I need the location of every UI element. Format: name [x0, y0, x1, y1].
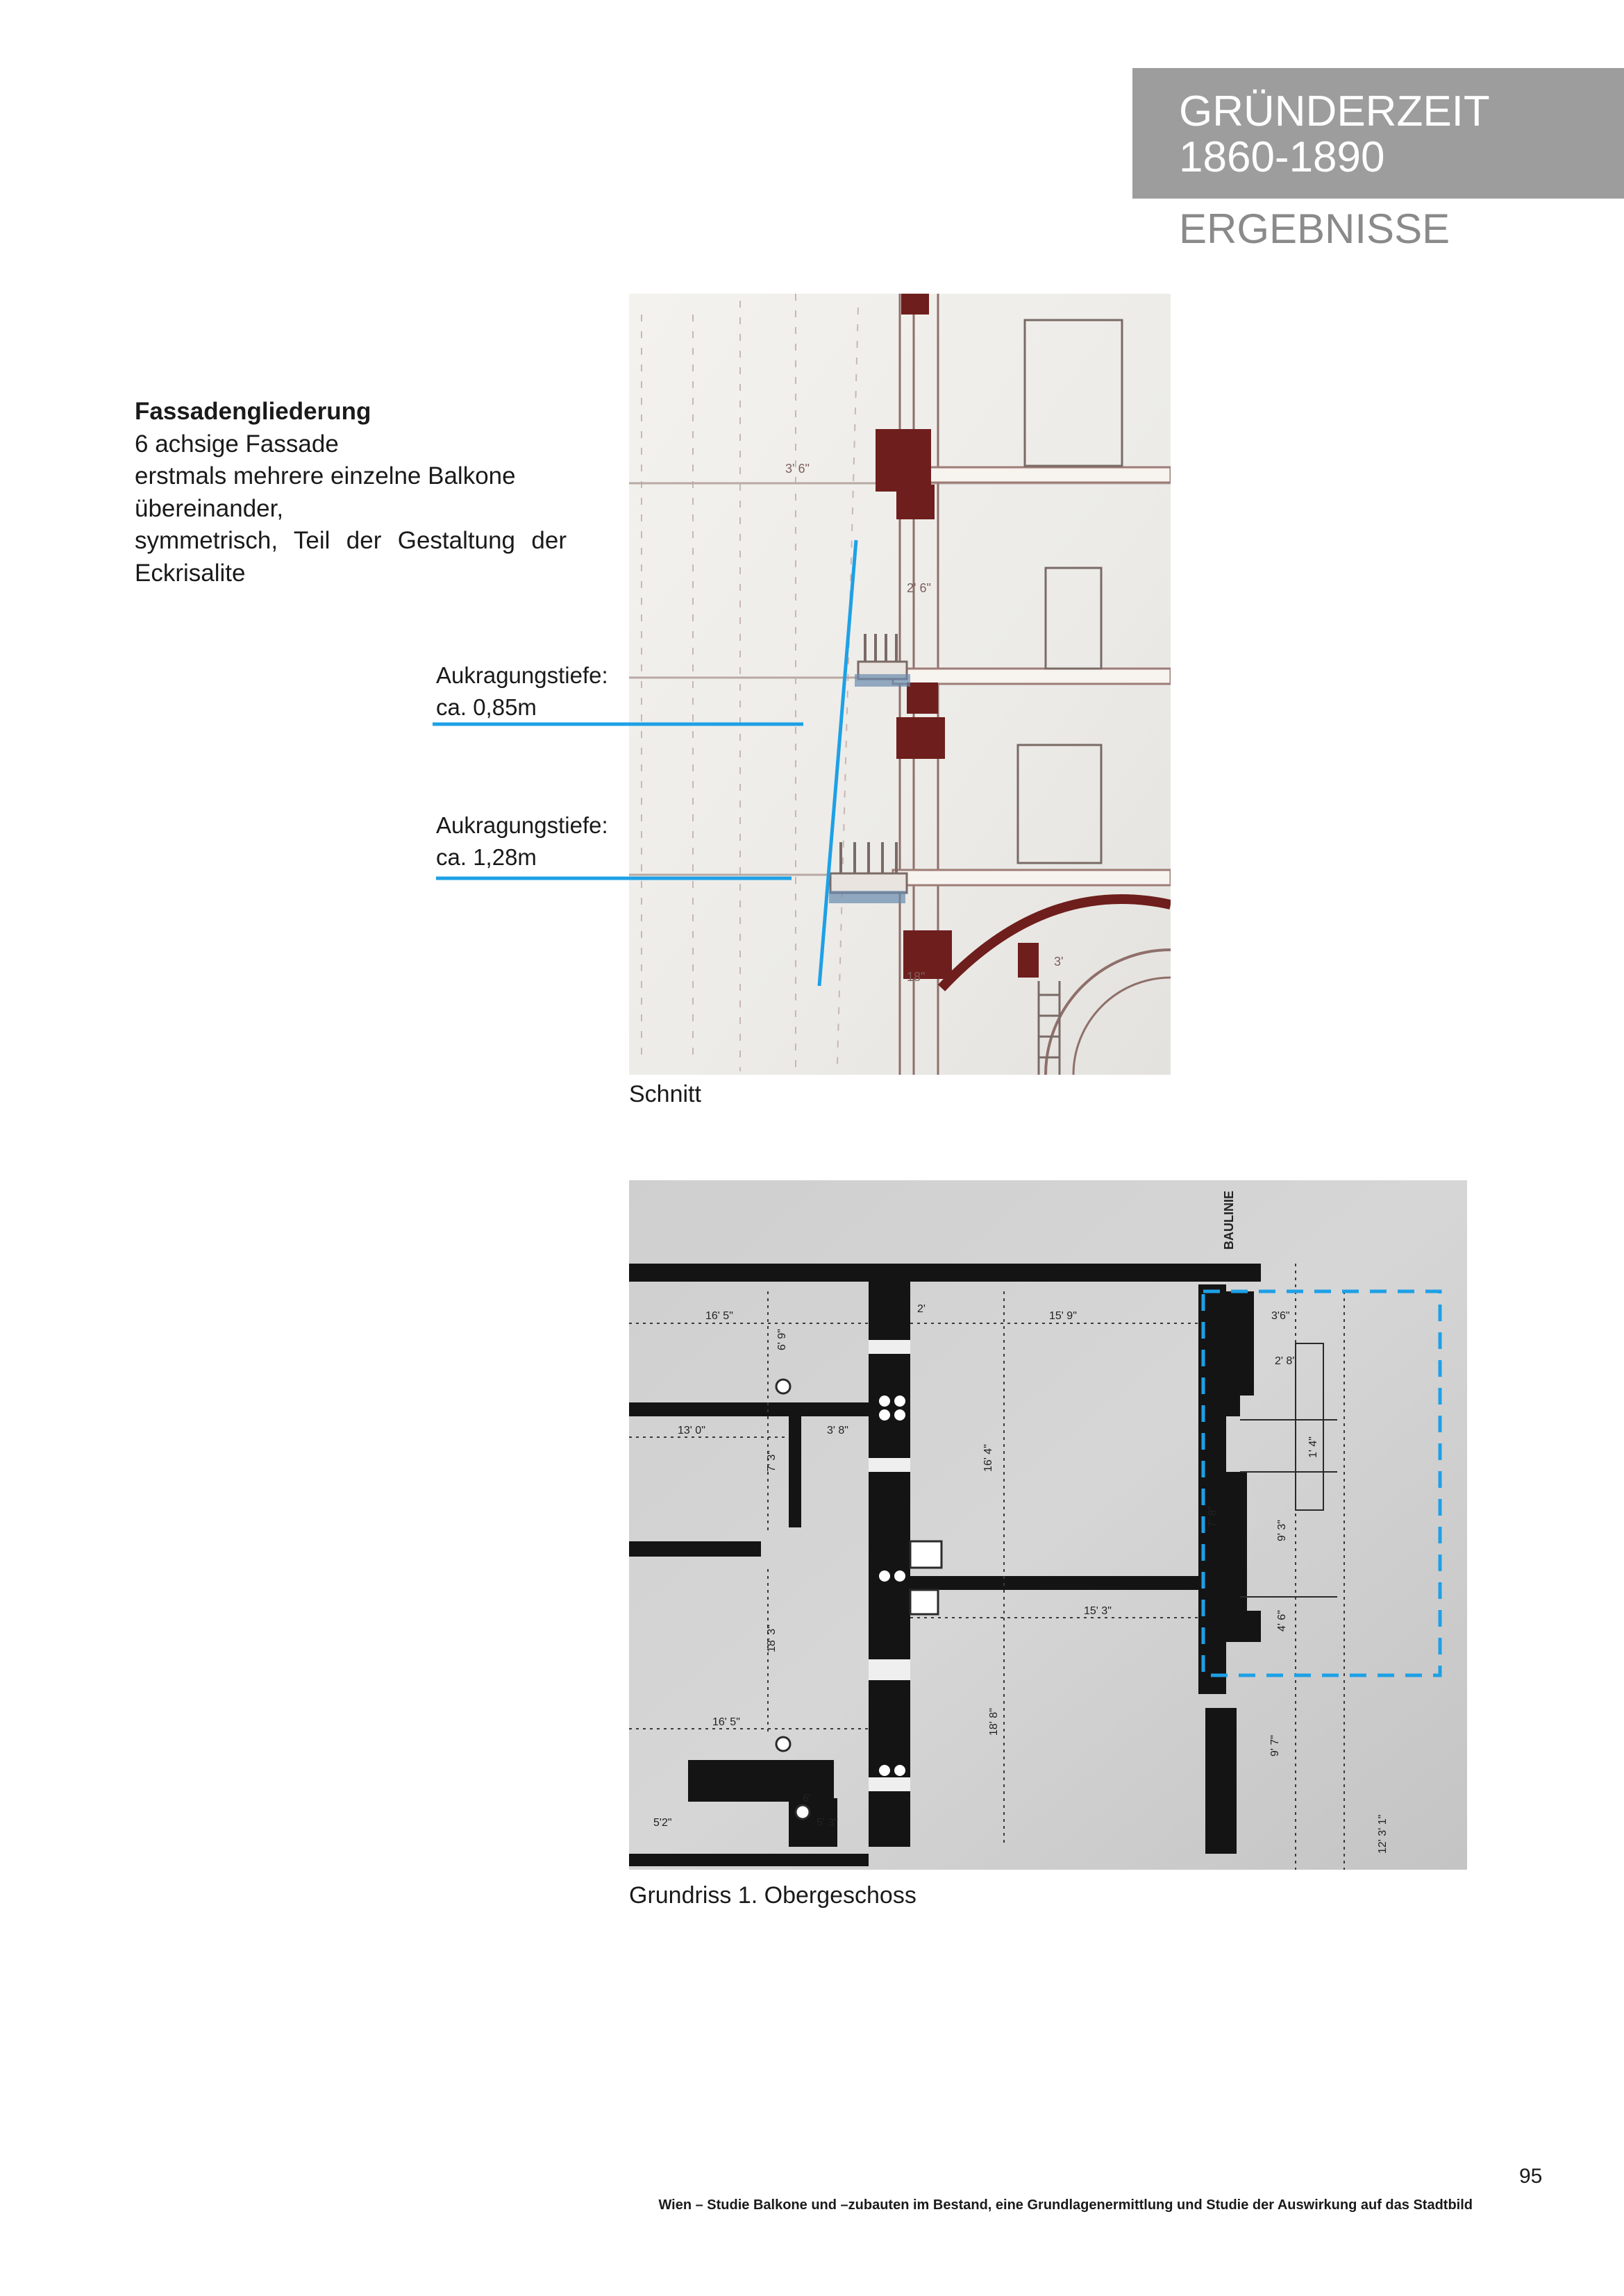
plan-dim-label: 7' 3" [766, 1450, 778, 1472]
fassade-heading: Fassadengliederung [135, 398, 371, 425]
fassade-line: Eckrisalite [135, 559, 246, 587]
plan-dim-label: 16' 5" [712, 1716, 740, 1728]
chapter-years: 1860-1890 [1179, 133, 1385, 181]
section-dim-label: 3' [1054, 955, 1064, 969]
plan-dim-label: 16' 4" [982, 1444, 994, 1472]
plan-dim-label: 16' 5" [705, 1310, 733, 1322]
fassade-line: 6 achsige Fassade [135, 430, 339, 458]
plan-dim-label: 6' 9" [776, 1329, 788, 1350]
plan-dim-label: 15' 3" [1084, 1605, 1112, 1617]
section-dim-label: 18" [907, 970, 926, 984]
plan-dim-label: 2' 8" [1275, 1355, 1296, 1367]
projection-depth-value: ca. 0,85m [436, 694, 537, 720]
fassade-description [135, 396, 567, 589]
section-dim-label: 2' 6" [907, 581, 931, 595]
plan-dim-label: 18' 8" [988, 1708, 1000, 1736]
plan-dim-label: 15' 9" [1049, 1310, 1077, 1322]
plan-dim-label: 6' [803, 1793, 811, 1804]
floor-plan-graphic [629, 1180, 1467, 1870]
footer-text: Wien – Studie Balkone und –zubauten im Bestand, eine Grundlagenermittlung und Studie der Auswirkung auf das Stadtbild [658, 2197, 1473, 2213]
fassade-line: erstmals mehrere einzelne Balkone [135, 462, 516, 489]
plan-dim-label: 4' 6" [1276, 1610, 1288, 1632]
floor-plan-caption: Grundriss 1. Obergeschoss [629, 1882, 916, 1909]
plan-corner-label: BAULINIE [1222, 1191, 1236, 1250]
projection-depth-annotation-1 [436, 660, 608, 723]
plan-dim-label: 9' 3" [1276, 1520, 1288, 1541]
plan-dim-label: 13' 0" [678, 1425, 705, 1436]
plan-dim-label: 2' [917, 1303, 926, 1315]
fassade-line: symmetrisch, Teil der Gestaltung der [135, 527, 567, 554]
plan-dim-label: 5'2" [653, 1817, 672, 1829]
chapter-title: GRÜNDERZEIT [1179, 87, 1490, 135]
page-number: 95 [1519, 2165, 1543, 2188]
section-caption: Schnitt [629, 1081, 701, 1107]
plan-dim-label: 18' 3" [766, 1625, 778, 1652]
plan-dim-label: 3'6" [1271, 1310, 1290, 1322]
plan-dim-label: 3' 8" [827, 1425, 848, 1436]
chapter-subtitle: ERGEBNISSE [1179, 206, 1450, 252]
fassade-line: übereinander, [135, 494, 284, 522]
section-dim-label: 3' 6" [785, 462, 810, 476]
projection-depth-annotation-2 [436, 810, 608, 873]
section-drawing-graphic [629, 294, 1171, 1075]
floor-plan-drawing [629, 1180, 1467, 1870]
projection-depth-label: Aukragungstiefe: [436, 662, 608, 688]
projection-depth-label: Aukragungstiefe: [436, 812, 608, 838]
plan-dim-label: 1' 4" [1307, 1436, 1319, 1458]
plan-dim-label: 5' 3" [817, 1817, 838, 1829]
plan-dim-label: 9' 7" [1269, 1735, 1281, 1757]
plan-dim-label: 7' 8" [1207, 1506, 1219, 1527]
section-drawing [629, 294, 1171, 1075]
plan-dim-label: 12' 3' 1" [1377, 1814, 1389, 1854]
projection-depth-value: ca. 1,28m [436, 844, 537, 870]
